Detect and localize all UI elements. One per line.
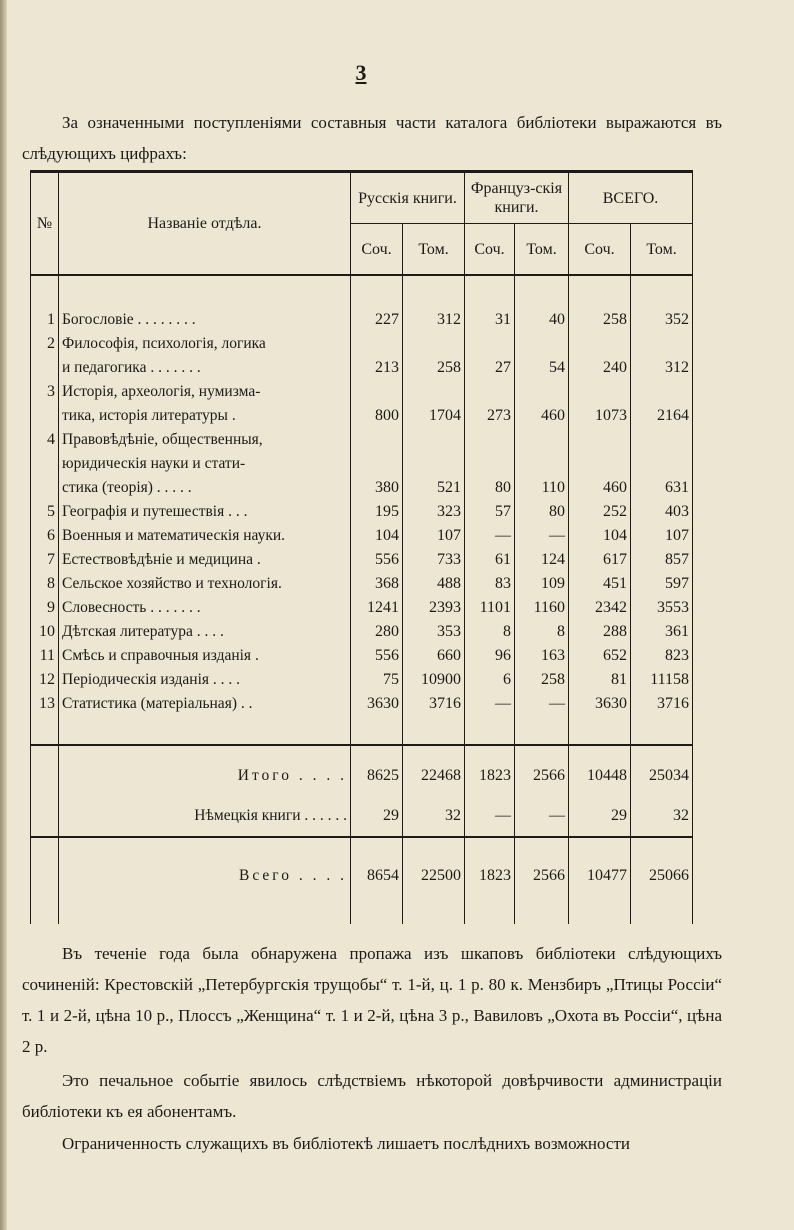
row-index: 11 — [31, 644, 59, 668]
subtotal-row — [31, 756, 693, 796]
value-cell: 10900 — [403, 668, 465, 692]
value-cell — [351, 452, 403, 476]
value-cell: 29 — [569, 796, 631, 837]
value-cell: 75 — [351, 668, 403, 692]
row-index-empty — [31, 848, 59, 904]
value-cell: 1704 — [403, 404, 465, 428]
header-soch: Соч. — [351, 224, 403, 276]
value-cell: 83 — [465, 572, 515, 596]
value-cell: 11158 — [631, 668, 693, 692]
value-cell: 1101 — [465, 596, 515, 620]
value-cell: 110 — [515, 476, 569, 500]
subtotal-row-label: Итого . . . . — [59, 756, 351, 796]
value-cell: 2164 — [631, 404, 693, 428]
value-cell: 403 — [631, 500, 693, 524]
row-index: 1 — [31, 308, 59, 332]
value-cell: 488 — [403, 572, 465, 596]
value-cell: 353 — [403, 620, 465, 644]
page-binding-edge — [0, 0, 7, 1230]
section-name: Смѣсь и справочныя изданія . — [59, 644, 351, 668]
row-index-empty — [31, 796, 59, 837]
value-cell: 61 — [465, 548, 515, 572]
value-cell: 273 — [465, 404, 515, 428]
value-cell: 124 — [515, 548, 569, 572]
row-index: 8 — [31, 572, 59, 596]
table-row — [31, 548, 693, 572]
value-cell — [351, 428, 403, 452]
row-index: 10 — [31, 620, 59, 644]
value-cell: 22500 — [403, 848, 465, 904]
value-cell: 25066 — [631, 848, 693, 904]
section-name: Философія, психологія, логика — [59, 332, 351, 356]
value-cell — [465, 332, 515, 356]
value-cell: — — [465, 796, 515, 837]
table-row — [31, 572, 693, 596]
header-tom: Том. — [515, 224, 569, 276]
table-row — [31, 692, 693, 716]
value-cell: 22468 — [403, 756, 465, 796]
value-cell: 104 — [569, 524, 631, 548]
value-cell: 597 — [631, 572, 693, 596]
section-name: Естествовѣдѣніе и медицина . — [59, 548, 351, 572]
row-index — [31, 404, 59, 428]
page-number: 3 — [355, 60, 367, 85]
value-cell — [465, 428, 515, 452]
value-cell: 195 — [351, 500, 403, 524]
value-cell: 361 — [631, 620, 693, 644]
value-cell: 288 — [569, 620, 631, 644]
value-cell — [631, 452, 693, 476]
value-cell — [569, 452, 631, 476]
header-soch: Соч. — [465, 224, 515, 276]
value-cell — [569, 380, 631, 404]
value-cell — [631, 428, 693, 452]
value-cell: — — [515, 692, 569, 716]
value-cell: 80 — [515, 500, 569, 524]
value-cell: 460 — [515, 404, 569, 428]
value-cell: 660 — [403, 644, 465, 668]
table-row — [31, 620, 693, 644]
value-cell: 227 — [351, 308, 403, 332]
header-french-books: Француз-скія книги. — [465, 172, 569, 224]
value-cell: 733 — [403, 548, 465, 572]
section-name: Дѣтская литература . . . . — [59, 620, 351, 644]
section-name: Военныя и математическія науки. — [59, 524, 351, 548]
value-cell — [403, 452, 465, 476]
row-index: 3 — [31, 380, 59, 404]
value-cell: 521 — [403, 476, 465, 500]
value-cell: — — [465, 524, 515, 548]
value-cell: 109 — [515, 572, 569, 596]
section-name: Правовѣдѣніе, общественныя, — [59, 428, 351, 452]
value-cell: 8625 — [351, 756, 403, 796]
value-cell: 54 — [515, 356, 569, 380]
value-cell: 1823 — [465, 756, 515, 796]
header-russian-books: Русскія книги. — [351, 172, 465, 224]
value-cell — [403, 428, 465, 452]
value-cell: 323 — [403, 500, 465, 524]
value-cell: 10477 — [569, 848, 631, 904]
row-index — [31, 476, 59, 500]
table-row — [31, 452, 693, 476]
table-row — [31, 476, 693, 500]
value-cell: 2393 — [403, 596, 465, 620]
value-cell: 380 — [351, 476, 403, 500]
value-cell: 312 — [403, 308, 465, 332]
section-name: Сельское хозяйство и технологія. — [59, 572, 351, 596]
row-index: 4 — [31, 428, 59, 452]
value-cell: 8 — [515, 620, 569, 644]
table-row — [31, 428, 693, 452]
value-cell: 213 — [351, 356, 403, 380]
row-index: 12 — [31, 668, 59, 692]
value-cell: — — [515, 796, 569, 837]
value-cell: 240 — [569, 356, 631, 380]
row-index — [31, 356, 59, 380]
grand-total-row — [31, 848, 693, 904]
value-cell: 556 — [351, 548, 403, 572]
section-name: Географія и путешествія . . . — [59, 500, 351, 524]
table-row — [31, 308, 693, 332]
value-cell: 857 — [631, 548, 693, 572]
row-index — [31, 452, 59, 476]
value-cell: 258 — [515, 668, 569, 692]
value-cell: 104 — [351, 524, 403, 548]
value-cell: 631 — [631, 476, 693, 500]
value-cell: 460 — [569, 476, 631, 500]
value-cell — [515, 380, 569, 404]
header-soch: Соч. — [569, 224, 631, 276]
value-cell: 80 — [465, 476, 515, 500]
value-cell: 57 — [465, 500, 515, 524]
value-cell: 81 — [569, 668, 631, 692]
row-index: 2 — [31, 332, 59, 356]
value-cell: 451 — [569, 572, 631, 596]
value-cell — [465, 380, 515, 404]
value-cell — [403, 380, 465, 404]
row-index: 13 — [31, 692, 59, 716]
table-row — [31, 644, 693, 668]
value-cell — [631, 380, 693, 404]
value-cell — [465, 452, 515, 476]
value-cell — [403, 332, 465, 356]
table-row — [31, 524, 693, 548]
value-cell: 3716 — [631, 692, 693, 716]
value-cell: 107 — [403, 524, 465, 548]
theft-paragraph: Въ теченіе года была обнаружена пропажа изъ шкаповъ библіотеки слѣдующихъ сочиненій: Крестовскій „Петербургскія трущобы“ т. 1-й, ц. 1 р. 80 к. Мензбиръ „Птицы Россіи“ т. 1 и 2-й, цѣна 10 р., Плоссъ „Женщина“ т. 1 и 2-й, цѣна 3 р., Вавиловъ „Охота въ Россіи“, цѣна 2 р. — [22, 944, 722, 1056]
value-cell: 800 — [351, 404, 403, 428]
catalog-table — [30, 170, 693, 924]
value-cell: 32 — [403, 796, 465, 837]
value-cell — [569, 332, 631, 356]
value-cell — [351, 380, 403, 404]
value-cell — [631, 332, 693, 356]
table-row — [31, 332, 693, 356]
section-name: и педагогика . . . . . . . — [59, 356, 351, 380]
value-cell: 1160 — [515, 596, 569, 620]
value-cell: 617 — [569, 548, 631, 572]
table-row — [31, 596, 693, 620]
section-name: Исторія, археологія, нумизма- — [59, 380, 351, 404]
value-cell: 10448 — [569, 756, 631, 796]
header-tom: Том. — [403, 224, 465, 276]
value-cell: — — [515, 524, 569, 548]
value-cell: 96 — [465, 644, 515, 668]
value-cell — [569, 428, 631, 452]
header-section-name: Названіе отдѣла. — [59, 172, 351, 276]
value-cell: 3630 — [351, 692, 403, 716]
row-index: 7 — [31, 548, 59, 572]
value-cell — [515, 452, 569, 476]
header-number: № — [31, 172, 59, 276]
staff-paragraph: Ограниченность служащихъ въ библіотекѣ лишаетъ послѣднихъ возможности — [62, 1134, 630, 1153]
value-cell: — — [465, 692, 515, 716]
value-cell: 6 — [465, 668, 515, 692]
value-cell: 258 — [569, 308, 631, 332]
row-index-empty — [31, 756, 59, 796]
value-cell: 29 — [351, 796, 403, 837]
value-cell: 25034 — [631, 756, 693, 796]
value-cell: 3630 — [569, 692, 631, 716]
value-cell: 2566 — [515, 756, 569, 796]
table-row — [31, 404, 693, 428]
value-cell: 8654 — [351, 848, 403, 904]
value-cell: 312 — [631, 356, 693, 380]
row-index: 9 — [31, 596, 59, 620]
section-name: юридическія науки и стати- — [59, 452, 351, 476]
value-cell: 3716 — [403, 692, 465, 716]
value-cell: 2566 — [515, 848, 569, 904]
section-name: Словесность . . . . . . . — [59, 596, 351, 620]
value-cell — [515, 332, 569, 356]
table-row — [31, 356, 693, 380]
header-total: ВСЕГО. — [569, 172, 693, 224]
value-cell: 258 — [403, 356, 465, 380]
value-cell: 1823 — [465, 848, 515, 904]
consequence-paragraph: Это печальное событіе явилось слѣдствіемъ нѣкоторой довѣрчивости администраціи библіотеки къ ея абонентамъ. — [22, 1071, 722, 1121]
table-body — [31, 275, 693, 924]
german-books-row — [31, 796, 693, 837]
value-cell: 352 — [631, 308, 693, 332]
value-cell: 556 — [351, 644, 403, 668]
section-name: стика (теорія) . . . . . — [59, 476, 351, 500]
table-row — [31, 500, 693, 524]
value-cell — [351, 332, 403, 356]
header-tom: Том. — [631, 224, 693, 276]
value-cell: 1073 — [569, 404, 631, 428]
row-index: 6 — [31, 524, 59, 548]
value-cell: 3553 — [631, 596, 693, 620]
table-row — [31, 380, 693, 404]
section-name: Богословіе . . . . . . . . — [59, 308, 351, 332]
value-cell: 40 — [515, 308, 569, 332]
value-cell: 252 — [569, 500, 631, 524]
value-cell: 8 — [465, 620, 515, 644]
value-cell: 27 — [465, 356, 515, 380]
row-index: 5 — [31, 500, 59, 524]
section-name: Статистика (матеріальная) . . — [59, 692, 351, 716]
value-cell: 2342 — [569, 596, 631, 620]
value-cell: 31 — [465, 308, 515, 332]
value-cell: 652 — [569, 644, 631, 668]
german-books-row-label: Нѣмецкія книги . . . . . . — [59, 796, 351, 837]
value-cell: 368 — [351, 572, 403, 596]
section-name: Періодическія изданія . . . . — [59, 668, 351, 692]
value-cell — [515, 428, 569, 452]
value-cell: 32 — [631, 796, 693, 837]
section-name: тика, исторія литературы . — [59, 404, 351, 428]
value-cell: 280 — [351, 620, 403, 644]
value-cell: 823 — [631, 644, 693, 668]
table-row — [31, 668, 693, 692]
value-cell: 107 — [631, 524, 693, 548]
intro-paragraph: За означенными поступленіями составныя части каталога библіотеки выражаются въ слѣдующихъ цифрахъ: — [22, 113, 722, 163]
value-cell: 163 — [515, 644, 569, 668]
grand-total-row-label: Всего . . . . — [59, 848, 351, 904]
value-cell: 1241 — [351, 596, 403, 620]
